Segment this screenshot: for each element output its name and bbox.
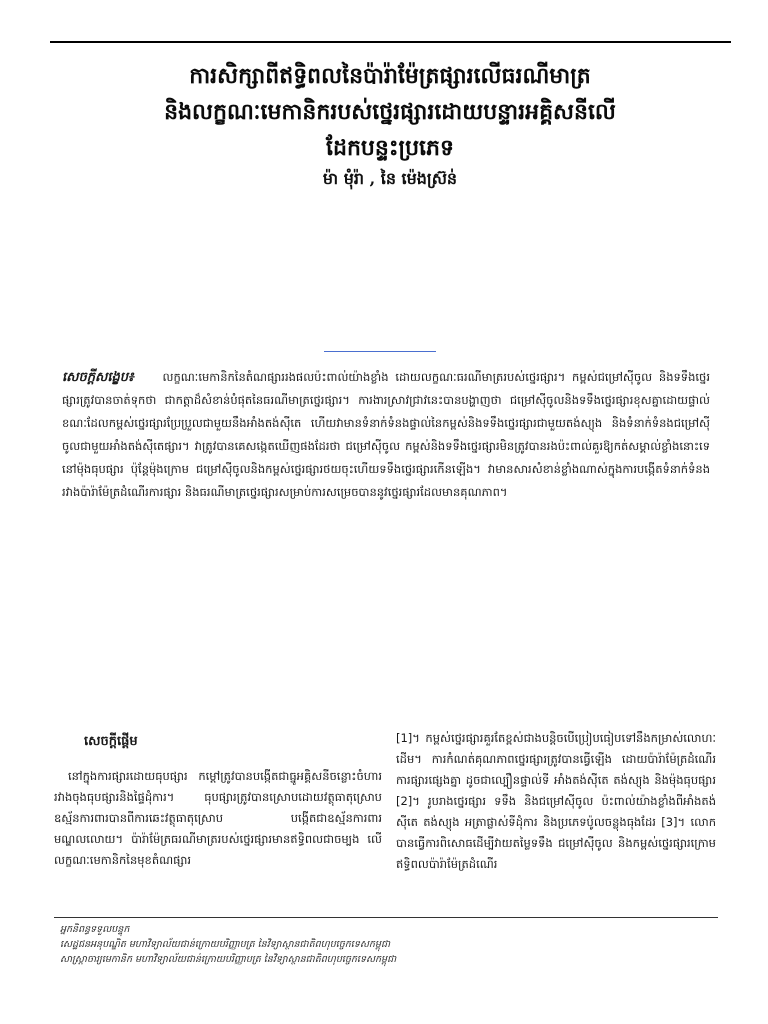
title-line-2: និងលក្ខណៈមេកានិករបស់ថ្នេរផ្សារដោយបន្ទារអគ្គិសនីលើ: [164, 99, 616, 125]
section-heading-introduction: សេចក្តីផ្តើម: [84, 734, 138, 749]
top-rule: [50, 41, 731, 43]
intro-paragraph-right: [1]។ កម្ពស់ថ្នេរផ្សារគួរតែខ្ពស់ជាងបន្តិចបើប្រៀបធៀបទៅនឹងកម្រាស់លោហៈដើម។ ការកំណត់គុណភាពថ្នេរផ្សារត្រូវបានធ្វើឡើង ដោយប៉ារ៉ាម៉ែត្រដំណើរការផ្សារផ្សេងគ្នា ដូចជាល្បឿនផ្ទាល់ទី អាំងតង់ស៊ីតេ តង់ស្យុង និងម៉ុងធុបផ្សារ [2]។ រូបរាងថ្នេរផ្សារ ទទឹង និងជម្រៅស៊ីចូល ប៉ះពាល់យ៉ាងខ្លាំងពីអាំងតង់ស៊ីតេ តង់ស្យុង អត្រាផ្លាស់ទីដុំការ និងប្រភេទប៉ូលចន្លុងធុងដែរ [3]។ លោក បានធ្វើការពិសោធដើម្បីវាយតម្លៃទទឹង ជម្រៅស៊ីចូល និងកម្ពស់ថ្នេរផ្សារក្រោមឥទ្ធិពលប៉ារ៉ាម៉ែត្រដំណើរ: [396, 731, 716, 871]
abstract: [62, 366, 710, 504]
intro-right-column: [396, 728, 716, 875]
intro-paragraph-left: នៅក្នុងការផ្សារដោយធុបផ្សារ កម្តៅត្រូវបានបង្កើតជាធ្នូអគ្គិសនីចន្លោះចំហាររវាងចុងធុបផ្សារនិងផ្ទៃដុំការ។ ធុបផ្សារត្រូវបានស្រោបដោយវត្ថុធាតុស្រោប ឧស្ម័នការពារបានពីការឆេះវត្ថុធាតុស្រោប បង្កើតជាឧស្ម័នការពារមណ្ឌលលោយ។ ប៉ារ៉ាម៉ែត្រធរណីមាត្ររបស់ថ្នេរផ្សារមានឥទ្ធិពលជាចម្បង លើលក្ខណៈមេកានិកនៃមុខតំណផ្សារ: [54, 769, 382, 867]
footnotes: [60, 922, 680, 967]
abstract-label: សេចក្តីសង្ខេប៖: [62, 370, 134, 385]
footnote-affiliation-2: សាស្ត្រាចារ្យមេកានិក មហាវិទ្យាល័យជាន់ក្រោយបរិញ្ញាបត្រ នៃវិទ្យាស្ថានជាតិពហុបច្ចេកទេសកម្ពុជា: [60, 954, 397, 965]
footnote-rule: [54, 917, 718, 918]
paper-title: [60, 58, 720, 166]
footnote-affiliation-1: សេដ្ឋជនអនុបណ្ឌិត មហាវិទ្យាល័យជាន់ក្រោយបរិញ្ញាបត្រ នៃវិទ្យាស្ថានជាតិពហុបច្ចេកទេសកម្ពុជា: [60, 939, 391, 950]
intro-left-column: [54, 730, 382, 871]
title-line-1: ការសិក្សាពីឥទ្ធិពលនៃប៉ារ៉ាម៉ែត្រផ្សារលើធរណីមាត្រ: [189, 63, 591, 89]
title-line-3: ដែកបន្ទះប្រភេទ: [326, 135, 454, 161]
abstract-text: លក្ខណៈមេកានិកនៃតំណផ្សាររងផលប៉ះពាល់យ៉ាងខ្លាំង ដោយលក្ខណៈធរណីមាត្ររបស់ថ្នេរផ្សារ។ កម្ពស់ជម្រៅស៊ីចូល និងទទឹងថ្នេរផ្សារត្រូវបានចាត់ទុកថា ជាកត្តាដ៏សំខាន់បំផុតនៃធរណីមាត្រថ្នេរផ្សារ។ ការងារស្រាវជ្រាវនេះបានបង្ហាញថា ជម្រៅស៊ីចូលនិងទទឹងថ្នេរផ្សារខុសគ្នាដោយផ្ទាល់ ខណៈដែលកម្ពស់ថ្នេរផ្សារប្រែប្រួលជាមួយនឹងអាំងតង់ស៊ីតេ ហើយវាមានទំនាក់ទំនងផ្ទាល់នៃកម្ពស់និងទទឹងថ្នេរផ្សារជាមួយតង់ស្យុង និងទំនាក់ទំនងជម្រៅស៊ីចូលជាមួយអាំងតង់ស៊ីតេផ្សារ។ វាត្រូវបានគេសង្កេតឃើញផងដែរថា ជម្រៅស៊ីចូល កម្ពស់និងទទឹងថ្នេរផ្សារមិនត្រូវបានរងប៉ះពាល់គួរឱ្យកត់សម្គាល់ខ្លាំងនោះទេនៅម៉ុងធុបផ្សារ ប៉ុន្តែម៉ុងក្រោម ជម្រៅស៊ីចូលនិងកម្ពស់ថ្នេរផ្សារថយចុះហើយទទឹងថ្នេរផ្សារកើនឡើង។ វាមានសារសំខាន់ខ្លាំងណាស់ក្នុងការបង្កើតទំនាក់ទំនងរវាងប៉ារ៉ាម៉ែត្រដំណើរការផ្សារ និងធរណីមាត្រថ្នេរផ្សារសម្រាប់ការសម្រេចបាននូវថ្នេរផ្សារដែលមានគុណភាព។: [62, 370, 711, 499]
link-underline: [324, 351, 436, 352]
authors: ម៉ា មុំរ៉ា , នៃ ម៉េងស្រ៊ន់: [322, 169, 458, 188]
footnote-corresponding-author: អ្នកនិពន្ធទទួលបន្ទុក: [60, 924, 130, 935]
